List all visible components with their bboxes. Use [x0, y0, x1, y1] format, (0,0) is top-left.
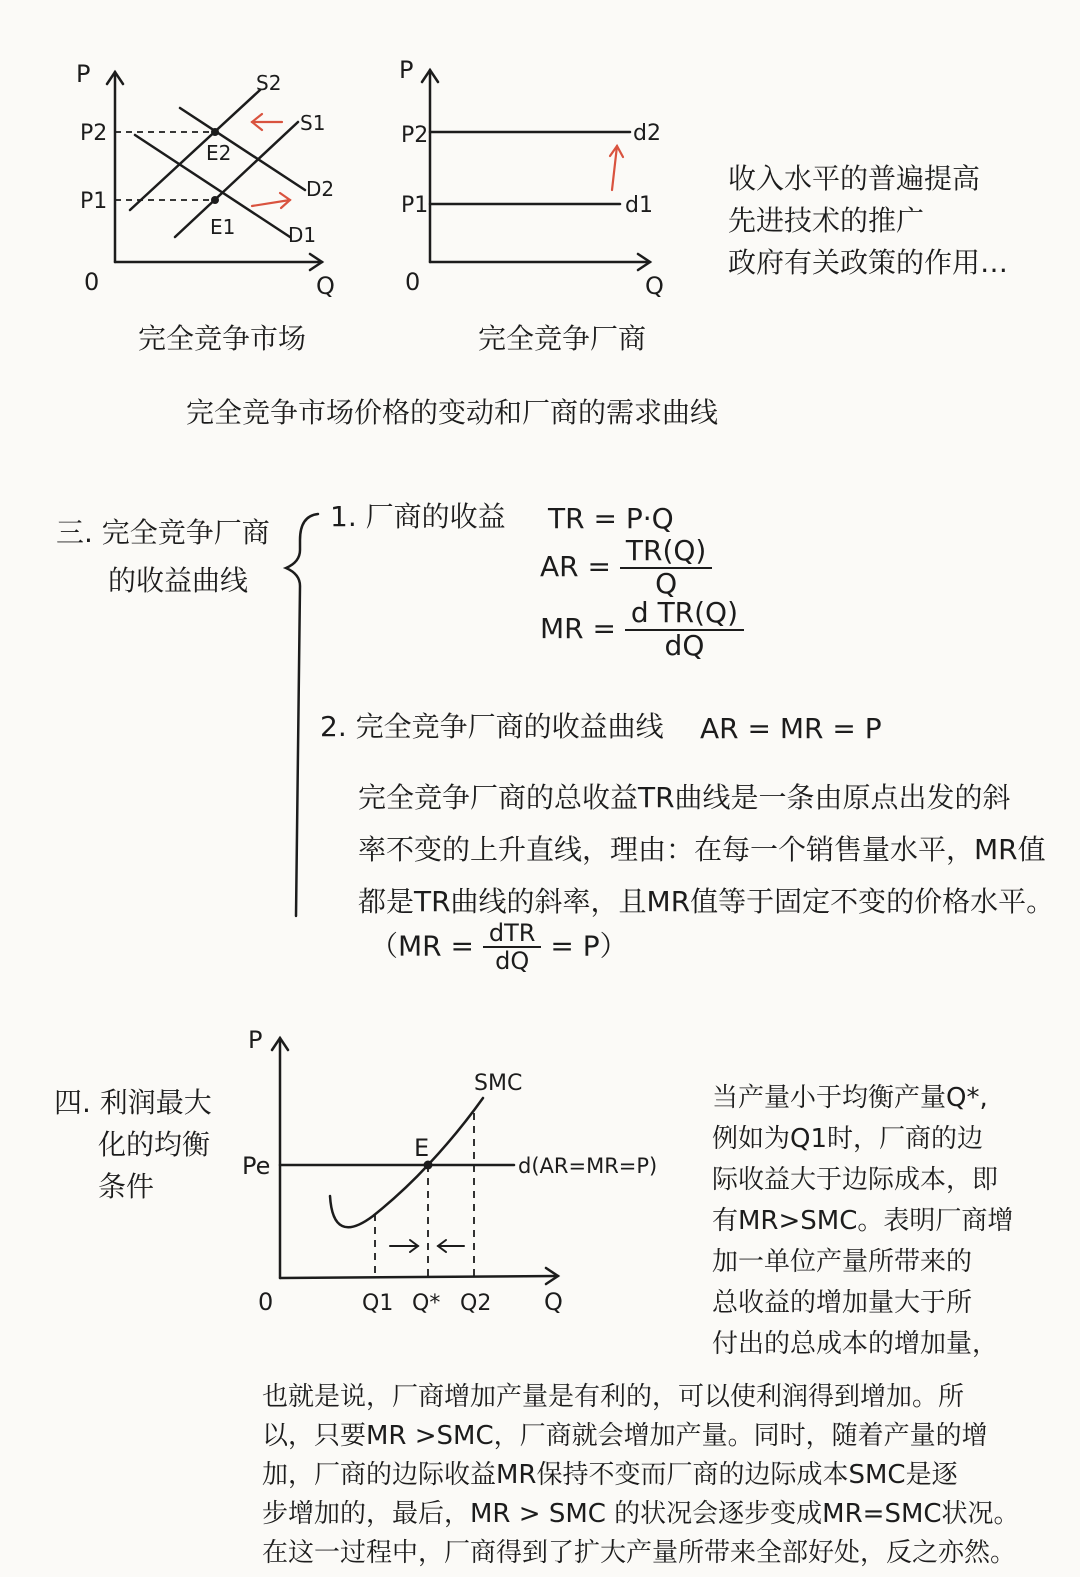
market-p-axis-label: P: [76, 60, 91, 88]
section3-heading-line2: 的收益曲线: [108, 564, 249, 597]
paragraph-line: 完全竞争厂商的总收益TR曲线是一条由原点出发的斜: [358, 781, 1011, 814]
side-text-line: 际收益大于边际成本，即: [712, 1165, 999, 1195]
mr2-denominator: dQ: [495, 947, 530, 976]
section4-heading-line: 化的均衡: [98, 1128, 211, 1161]
section4-side-text: [712, 1078, 1013, 1365]
market-d1-label: D1: [288, 223, 317, 247]
e-label: E: [414, 1134, 430, 1162]
section4-heading: [54, 1082, 212, 1208]
equilibrium-graph: [238, 1018, 678, 1328]
smc-curve: [330, 1098, 483, 1227]
paragraph-line: 都是TR曲线的斜率，且MR值等于固定不变的价格水平。: [358, 885, 1055, 918]
market-s1-label: S1: [300, 111, 326, 135]
firm-p2-label: P2: [401, 123, 429, 148]
mr-formula: [540, 598, 744, 662]
q1-label: Q1: [362, 1291, 394, 1316]
side-text-line: 例如为Q1时，厂商的边: [712, 1124, 984, 1154]
market-q-axis-label: Q: [316, 272, 335, 300]
section4-heading-line: 四. 利润最大: [54, 1086, 212, 1119]
paragraph-line: 率不变的上升直线，理由：在每一个销售量水平，MR值: [358, 833, 1046, 866]
section3-paragraph: [358, 772, 1054, 928]
mr-lhs: MR =: [540, 611, 616, 645]
side-text-line: 有MR>SMC。表明厂商增: [712, 1206, 1014, 1236]
mr-equals-p-formula: [370, 920, 628, 975]
section3-heading-line1: 三. 完全竞争厂商: [56, 516, 270, 549]
reason-item: 收入水平的普遍提高: [728, 162, 981, 195]
market-e1-point: [211, 196, 219, 204]
side-text-line: 当产量小于均衡产量Q*,: [712, 1083, 988, 1113]
pe-label: Pe: [242, 1152, 271, 1180]
eq-q-axis: [280, 1276, 558, 1278]
market-p1-label: P1: [80, 189, 108, 214]
section4-heading-line: 条件: [98, 1170, 155, 1203]
bottom-text-line: 步增加的，最后，MR > SMC 的状况会逐步变成MR=SMC状况。: [262, 1499, 1020, 1529]
mr2-numerator: dTR: [483, 920, 542, 948]
market-graph-caption: 完全竞争市场: [138, 322, 307, 355]
ar-numerator: TR(Q): [620, 536, 712, 569]
reason-item: 政府有关政策的作用…: [728, 246, 1009, 279]
q2-label: Q2: [460, 1291, 492, 1316]
firm-q-axis-label: Q: [645, 272, 664, 300]
section3-item2: 2. 完全竞争厂商的收益曲线: [320, 710, 664, 743]
market-s2-line: [130, 90, 260, 210]
bottom-text-line: 加，厂商的边际收益MR保持不变而厂商的边际成本SMC是逐: [262, 1460, 958, 1490]
eq-p-axis-label: P: [248, 1026, 263, 1054]
firm-origin-label: 0: [405, 268, 421, 296]
firm-d2-label: d2: [633, 121, 661, 146]
market-e1-label: E1: [210, 215, 236, 239]
market-e2-label: E2: [206, 141, 232, 165]
market-d2-label: D2: [306, 177, 335, 201]
eq-q-axis-label: Q: [544, 1288, 563, 1316]
eq-origin-label: 0: [258, 1288, 274, 1316]
item2-formula: AR = MR = P: [700, 712, 882, 745]
mr2-fraction: [483, 920, 542, 975]
d-line-label: d(AR=MR=P): [518, 1154, 658, 1178]
firm-graph-caption: 完全竞争厂商: [478, 322, 647, 355]
smc-label: SMC: [474, 1071, 523, 1096]
bottom-text-line: 也就是说，厂商增加产量是有利的，可以使利润得到增加。所: [262, 1382, 965, 1412]
mr2-lhs: （MR =: [370, 929, 474, 963]
firm-p-axis-label: P: [399, 56, 414, 84]
market-e2-point: [211, 128, 219, 136]
mr-denominator: dQ: [664, 628, 705, 662]
market-graph: [60, 50, 360, 310]
reason-item: 先进技术的推广: [728, 204, 925, 237]
market-origin-label: 0: [84, 268, 100, 296]
ar-lhs: AR =: [540, 549, 611, 583]
qstar-label: Q*: [412, 1291, 441, 1316]
market-p2-label: P2: [80, 121, 108, 146]
ar-fraction: [620, 536, 712, 600]
section4-bottom-paragraph: [262, 1378, 1020, 1573]
side-text-line: 总收益的增加量大于所: [712, 1288, 973, 1318]
bottom-text-line: 在这一过程中，厂商得到了扩大产量所带来全部好处，反之亦然。: [262, 1538, 1017, 1568]
tr-formula: TR = P·Q: [548, 502, 674, 535]
side-text-line: 付出的总成本的增加量，: [712, 1329, 999, 1359]
firm-p1-label: P1: [401, 193, 429, 218]
ar-denominator: Q: [655, 566, 678, 600]
mr-fraction: [625, 598, 744, 662]
side-text-line: 加一单位产量所带来的: [712, 1247, 973, 1277]
section3-item1: 1. 厂商的收益: [330, 500, 506, 533]
market-s2-label: S2: [256, 71, 282, 95]
firm-d1-label: d1: [625, 193, 653, 218]
firm-graph: [385, 50, 685, 310]
mr2-rhs: = P）: [550, 929, 628, 963]
market-s1-line: [175, 122, 298, 237]
bottom-text-line: 以，只要MR >SMC，厂商就会增加产量。同时，随着产量的增: [262, 1421, 988, 1451]
figure-title: 完全竞争市场价格的变动和厂商的需求曲线: [186, 396, 719, 429]
reasons-list: [728, 158, 1008, 284]
mr-numerator: d TR(Q): [625, 598, 744, 631]
ar-formula: [540, 536, 712, 600]
